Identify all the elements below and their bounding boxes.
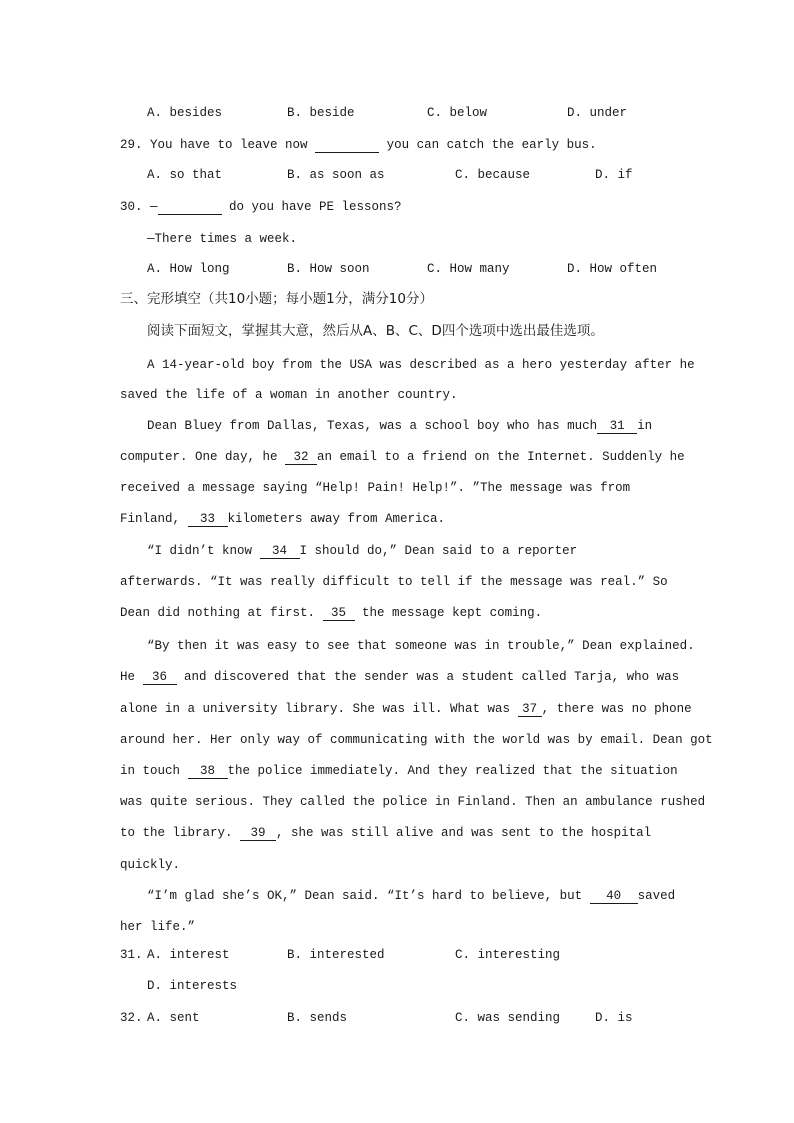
q31-option-d: D. interests [147, 979, 238, 993]
q30-option-b: B. How soon [287, 262, 370, 276]
passage-text: , there was no phone [541, 702, 692, 716]
q30-option-a: A. How long [147, 262, 230, 276]
section-instruction: 阅读下面短文，掌握其大意，然后从A、B、C、D四个选项中选出最佳选项。 [147, 323, 604, 339]
passage-text: computer. One day, he [120, 450, 286, 464]
q31-option-b: B. interested [287, 948, 385, 962]
blank-34: 34 [260, 544, 300, 559]
q32-option-a: A. sent [147, 1011, 200, 1025]
q31-number: 31. [120, 948, 143, 962]
q28-option-d: D. under [567, 106, 628, 120]
q29-stem [120, 137, 597, 153]
passage-text: in touch [120, 764, 188, 778]
passage-text: the message kept coming. [354, 606, 543, 620]
q31-option-c: C. interesting [455, 948, 561, 962]
passage-line [147, 543, 577, 559]
q30-option-d: D. How often [567, 262, 658, 276]
blank-36: 36 [143, 670, 177, 685]
q32-option-d: D. is [595, 1011, 633, 1025]
q29-option-a: A. so that [147, 168, 223, 182]
passage-line [120, 449, 685, 465]
blank-38: 38 [188, 764, 228, 779]
passage-line: saved the life of a woman in another country. [120, 388, 458, 402]
passage-line [120, 825, 651, 841]
passage-line [120, 763, 678, 779]
passage-text: , she was still alive and was sent to the hospital [276, 826, 652, 840]
passage-line: afterwards. “It was really difficult to tell if the message was real.” So [120, 575, 668, 589]
blank-32: 32 [285, 450, 317, 465]
passage-text: Finland, [120, 512, 188, 526]
passage-line [120, 511, 445, 527]
blank-31: 31 [597, 419, 637, 434]
q29-option-b: B. as soon as [287, 168, 385, 182]
passage-line [147, 418, 652, 434]
passage-text: kilometers away from America. [227, 512, 446, 526]
passage-line: was quite serious. They called the police in Finland. Then an ambulance rushed [120, 795, 706, 809]
q30-stem [120, 199, 402, 215]
passage-line [120, 701, 692, 717]
q30-blank [158, 200, 222, 215]
passage-text: Dean did nothing at first. [120, 606, 323, 620]
q29-text-after: you can catch the early bus. [386, 138, 597, 152]
q29-text: 29. You have to leave now [120, 138, 308, 152]
q32-number: 32. [120, 1011, 143, 1025]
passage-line [120, 669, 679, 685]
passage-line: received a message saying “Help! Pain! Help!”. ”The message was from [120, 481, 631, 495]
passage-text: saved [637, 889, 676, 903]
passage-text: Dean Bluey from Dallas, Texas, was a school boy who has much [147, 419, 598, 433]
passage-text: and discovered that the sender was a student called Tarja, who was [176, 670, 680, 684]
passage-text: “I didn’t know [147, 544, 260, 558]
blank-37: 37 [518, 702, 542, 717]
passage-line [120, 605, 542, 621]
passage-line: A 14-year-old boy from the USA was described as a hero yesterday after he [147, 358, 695, 372]
q28-option-c: C. below [427, 106, 488, 120]
blank-40: 40 [590, 889, 638, 904]
q29-option-c: C. because [455, 168, 531, 182]
blank-35: 35 [323, 606, 355, 621]
q29-blank [315, 138, 379, 153]
q31-option-a: A. interest [147, 948, 230, 962]
passage-line: “By then it was easy to see that someone was in trouble,” Dean explained. [147, 639, 695, 653]
q32-option-b: B. sends [287, 1011, 348, 1025]
passage-text: He [120, 670, 143, 684]
q30-option-c: C. How many [427, 262, 510, 276]
blank-39: 39 [240, 826, 276, 841]
q30-text: 30. — [120, 200, 158, 214]
passage-line: around her. Her only way of communicating with the world was by email. Dean got [120, 733, 713, 747]
passage-text: to the library. [120, 826, 241, 840]
passage-text: the police immediately. And they realized that the situation [227, 764, 678, 778]
blank-33: 33 [188, 512, 228, 527]
passage-line [147, 888, 675, 904]
passage-text: an email to a friend on the Internet. Suddenly he [317, 450, 685, 464]
passage-text: alone in a university library. She was ill. What was [120, 702, 518, 716]
q32-option-c: C. was sending [455, 1011, 561, 1025]
q28-option-b: B. beside [287, 106, 355, 120]
q30-reply: —There times a week. [147, 232, 298, 246]
passage-text: I should do,” Dean said to a reporter [299, 544, 578, 558]
q29-option-d: D. if [595, 168, 633, 182]
q30-text-after: do you have PE lessons? [229, 200, 402, 214]
passage-text: in [637, 419, 653, 433]
passage-line: her life.” [120, 920, 196, 934]
passage-line: quickly. [120, 858, 181, 872]
section-heading: 三、完形填空（共10小题；每小题1分，满分10分） [120, 291, 433, 307]
q28-option-a: A. besides [147, 106, 223, 120]
passage-text: “I’m glad she’s OK,” Dean said. “It’s hard to believe, but [147, 889, 590, 903]
